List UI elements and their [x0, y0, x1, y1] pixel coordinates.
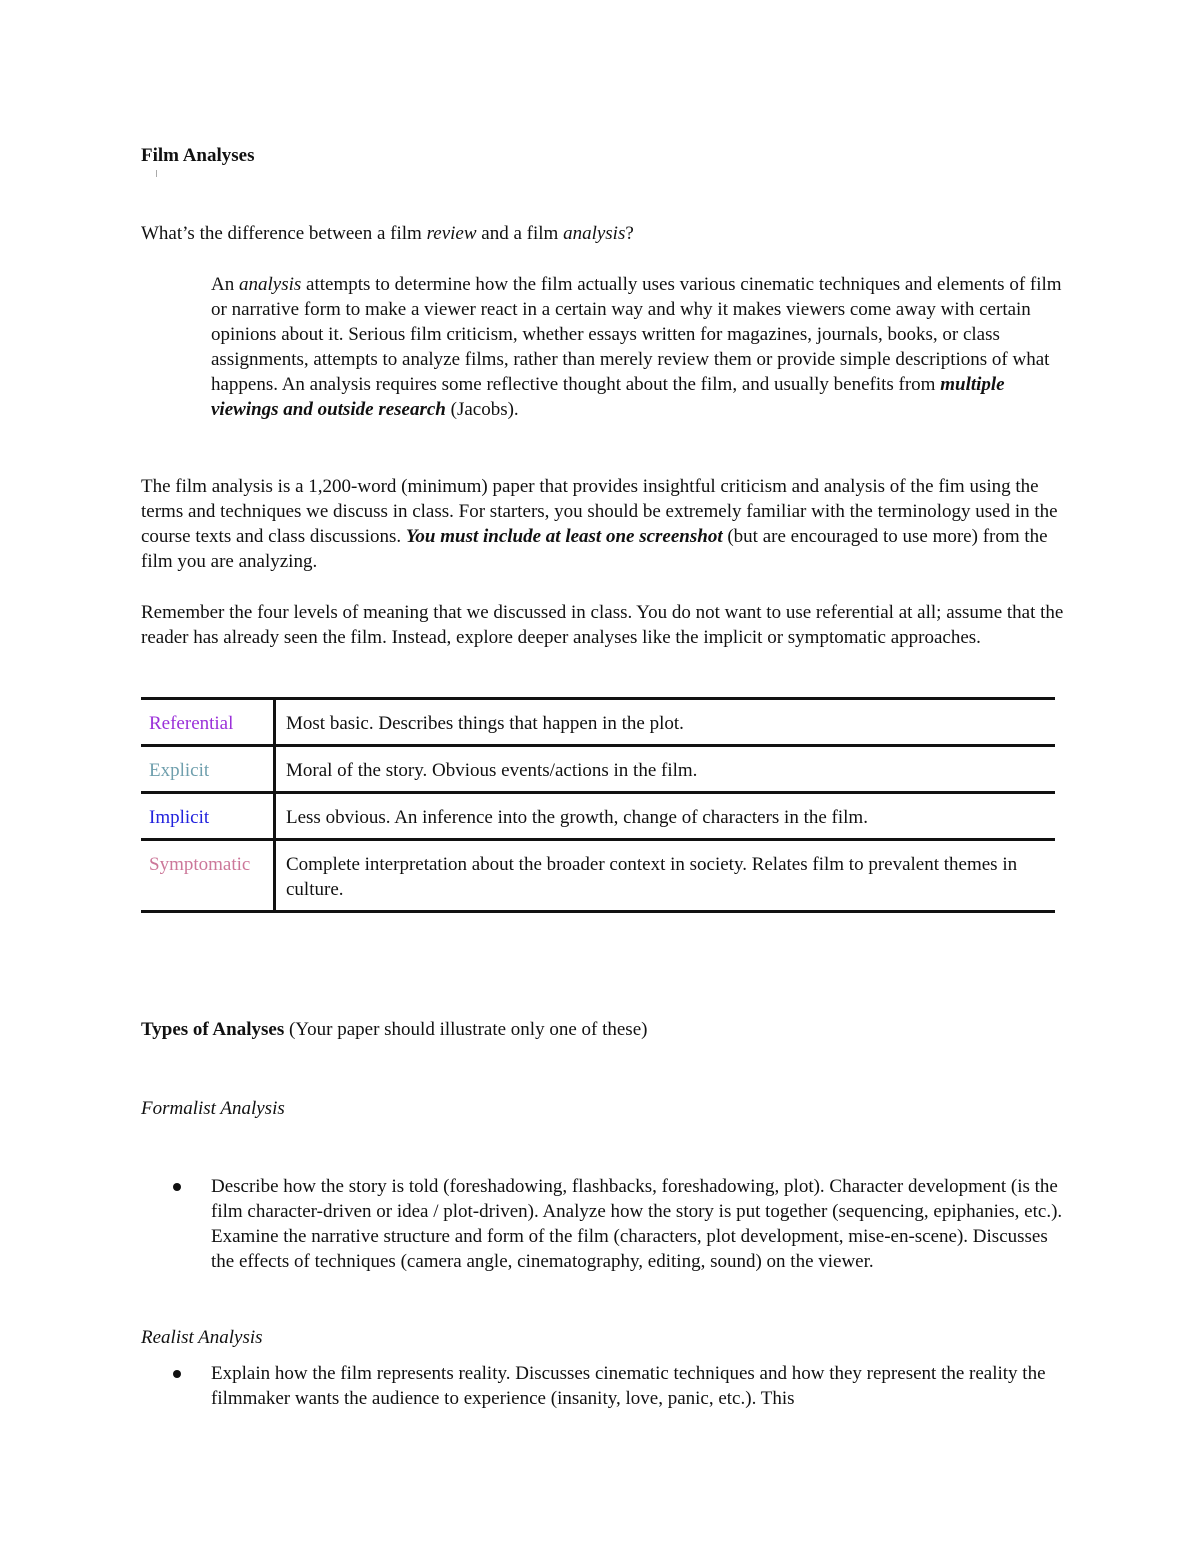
question-analysis-word: analysis [563, 223, 626, 244]
level-description-cell: Most basic. Describes things that happen in the plot. [275, 699, 1056, 746]
assignment-paragraph [141, 474, 1071, 574]
cursor-mark [156, 170, 157, 177]
realist-bullet-text: Explain how the film represents reality. Discusses cinematic techniques and how they represent the reality the filmmaker wants the audience to experience (insanity, love, panic, etc.). This [211, 1363, 1046, 1409]
level-description-cell: Complete interpretation about the broader context in society. Relates film to prevalent themes in culture. [275, 840, 1056, 912]
list-item [141, 1174, 1071, 1274]
quote-analysis-word: analysis [238, 274, 302, 295]
question-mark: ? [625, 223, 634, 244]
table-row [141, 840, 1055, 912]
assignment-text-1: The film analysis is a 1,200-word (minimum) paper that provides insightful criticism and analysis of the fim using the terms and techniques we discuss in class. For starters, you should be extremely familiar with the terminology used in the course texts and class discussions. [141, 476, 1058, 547]
formalist-bullet-text: Describe how the story is told (foreshadowing, flashbacks, foreshadowing, plot). Character development (is the film character-driven or idea / plot-driven). Analyze how the story is put together (sequencing, epiphanies, etc.). Examine the narrative structure and form of the film (characters, plot development, mise-en-scene). Discusses the effects of techniques (camera angle, cinematography, editing, sound) on the viewer. [211, 1176, 1063, 1272]
level-description-cell: Less obvious. An inference into the growth, change of characters in the film. [275, 793, 1056, 840]
formalist-heading: Formalist Analysis [141, 1098, 285, 1119]
block-quote [211, 272, 1071, 422]
question-review-word: review [426, 223, 477, 244]
quote-citation: (Jacobs). [445, 399, 519, 420]
types-note: (Your paper should illustrate only one of these) [284, 1019, 648, 1040]
quote-text-1: An [211, 274, 239, 295]
bullet-icon [173, 1370, 181, 1378]
table-row [141, 793, 1055, 840]
levels-paragraph: Remember the four levels of meaning that we discussed in class. You do not want to use referential at all; assume that the reader has already seen the film. Instead, explore deeper analyses like the implicit or symptomatic approaches. [141, 602, 1064, 648]
quote-emphasis: multiple viewings and outside research [211, 374, 1005, 420]
page-title: Film Analyses [141, 145, 255, 166]
types-heading: Types of Analyses [141, 1019, 285, 1040]
realist-heading: Realist Analysis [141, 1327, 263, 1348]
level-name-cell: Referential [141, 699, 275, 746]
question-text: What’s the difference between a film [141, 223, 427, 244]
quote-text-2: attempts to determine how the film actually uses various cinematic techniques and elements of film or narrative form to make a viewer react in a certain way and why it makes viewers come away with certain opinions about it. Serious film criticism, whether essays written for magazines, journals, books, or class assignments, attempts to analyze films, rather than merely review them or provide simple descriptions of what happens. An analysis requires some reflective thought about the film, and usually benefits from [211, 274, 1062, 395]
level-description-cell: Moral of the story. Obvious events/actions in the film. [275, 746, 1056, 793]
levels-of-meaning-table [141, 697, 1055, 913]
assignment-text-2: (but are encouraged to use more) from the film you are analyzing. [141, 526, 1048, 572]
table-row [141, 699, 1055, 746]
types-heading-line [141, 1017, 1071, 1042]
realist-list [141, 1361, 1071, 1411]
intro-question [141, 221, 1081, 246]
formalist-list [141, 1174, 1071, 1274]
table-row [141, 746, 1055, 793]
level-name-cell: Implicit [141, 793, 275, 840]
screenshot-requirement: You must include at least one screenshot [405, 526, 723, 547]
list-item [141, 1361, 1071, 1411]
question-text-2: and a film [476, 223, 564, 244]
level-name-cell: Symptomatic [141, 840, 275, 912]
level-name-cell: Explicit [141, 746, 275, 793]
bullet-icon [173, 1183, 181, 1191]
